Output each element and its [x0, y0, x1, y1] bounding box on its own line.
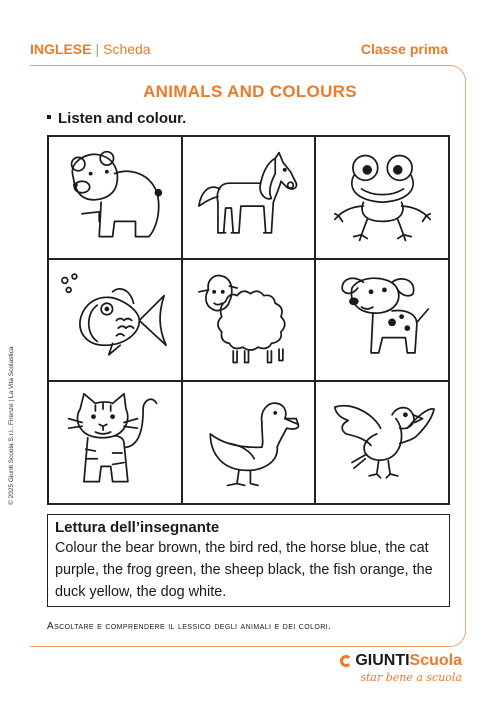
- frog-drawing: [325, 145, 440, 250]
- teacher-reading-title: Lettura dell’insegnante: [55, 519, 220, 536]
- subject-label: INGLESE: [30, 41, 92, 57]
- bird-drawing: [325, 390, 440, 495]
- logo-brand-a: GIUNTI: [355, 652, 410, 669]
- fish-drawing: [57, 267, 172, 372]
- animal-cell-horse[interactable]: [182, 136, 316, 259]
- animal-cell-bear[interactable]: [48, 136, 182, 259]
- header-separator: |: [95, 41, 100, 57]
- logo-tagline: star bene a scuola: [360, 671, 462, 685]
- sheet-type-label: Scheda: [103, 41, 151, 57]
- cat-drawing: [57, 390, 172, 495]
- logo-brand: [340, 652, 462, 670]
- giunti-logo-icon: [340, 655, 352, 667]
- animal-cell-sheep[interactable]: [182, 259, 316, 382]
- horse-drawing: [191, 145, 306, 250]
- teacher-reading-box: [47, 514, 450, 607]
- animal-cell-cat[interactable]: [48, 381, 182, 504]
- copyright-credit: © 2025 Giunti Scuola S.r.l., Firenze | La Vita Scolastica: [8, 346, 15, 505]
- bullet-icon: [47, 115, 51, 119]
- bear-drawing: [57, 145, 172, 250]
- animal-cell-frog[interactable]: [315, 136, 449, 259]
- page-title: ANIMALS AND COLOURS: [143, 82, 357, 101]
- learning-objective: Ascoltare e comprendere il lessico degli animali e dei colori.: [47, 621, 332, 632]
- instruction: [47, 110, 186, 127]
- class-label: Classe prima: [360, 41, 448, 57]
- animal-cell-duck[interactable]: [182, 381, 316, 504]
- logo-brand-b: Scuola: [409, 652, 462, 669]
- animal-cell-fish[interactable]: [48, 259, 182, 382]
- publisher-logo: [340, 652, 462, 684]
- animal-cell-dog[interactable]: [315, 259, 449, 382]
- dog-drawing: [325, 267, 440, 372]
- sheep-drawing: [191, 267, 306, 372]
- animal-cell-bird[interactable]: [315, 381, 449, 504]
- teacher-reading-text: Colour the bear brown, the bird red, the horse blue, the cat purple, the frog green, the sheep black, the fish orange, the duck yellow, the dog white.: [55, 540, 433, 600]
- duck-drawing: [191, 390, 306, 495]
- instruction-text: Listen and colour.: [58, 110, 187, 127]
- animal-grid: [47, 135, 450, 505]
- header-subject: [30, 41, 151, 57]
